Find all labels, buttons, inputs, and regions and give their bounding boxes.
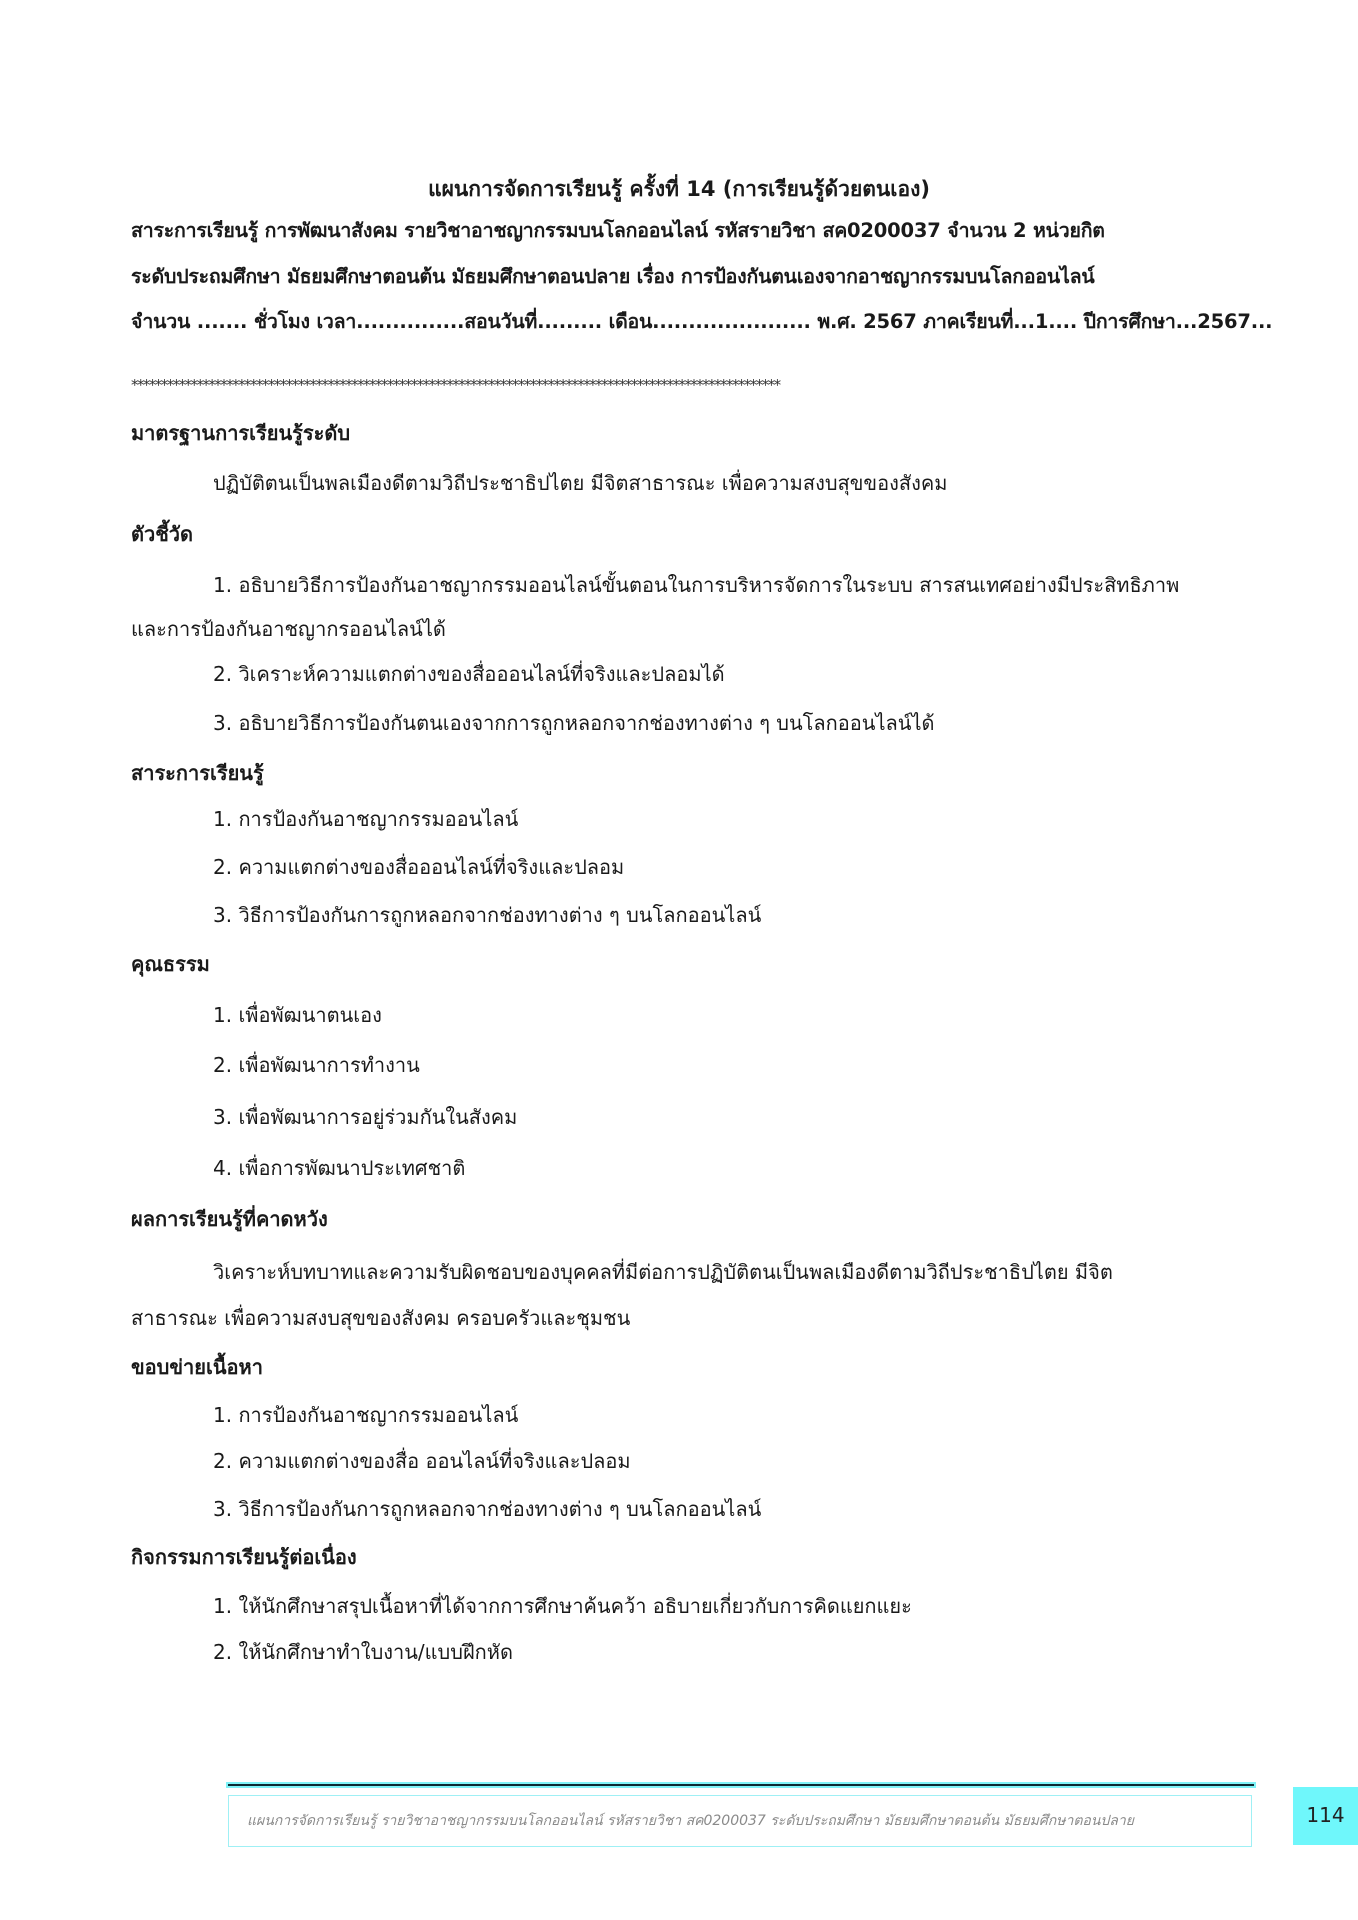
section-paragraph-outcomes: วิเคราะห์บทบาทและความรับผิดชอบของบุคคลที่มีต่อการปฏิบัติตนเป็นพลเมืองดีตามวิถีประชาธิปไตย มีจิต: [213, 1260, 1113, 1284]
separator-line: *************************************************************************************************************: [131, 376, 780, 394]
list-item: 2. เพื่อพัฒนาการทำงาน: [213, 1053, 420, 1077]
list-item: 1. เพื่อพัฒนาตนเอง: [213, 1003, 382, 1027]
list-item: 2. ความแตกต่างของสื่อออนไลน์ที่จริงและปลอม: [213, 855, 625, 879]
page-number: 114: [1306, 1803, 1345, 1827]
header-line-subject: สาระการเรียนรู้ การพัฒนาสังคม รายวิชาอาชญากรรมบนโลกออนไลน์ รหัสรายวิชา สค0200037 จำนวน 2 หน่วยกิต: [131, 219, 1105, 242]
section-heading-content: สาระการเรียนรู้: [131, 761, 264, 785]
list-item: 2. วิเคราะห์ความแตกต่างของสื่อออนไลน์ที่จริงและปลอมได้: [213, 662, 725, 686]
list-item: 2. ความแตกต่างของสื่อ ออนไลน์ที่จริงและปลอม: [213, 1449, 631, 1473]
section-heading-expected-outcomes: ผลการเรียนรู้ที่คาดหวัง: [131, 1207, 328, 1231]
section-heading-activities: กิจกรรมการเรียนรู้ต่อเนื่อง: [131, 1545, 357, 1569]
list-item-continuation: และการป้องกันอาชญากรออนไลน์ได้: [131, 617, 446, 641]
list-item: 1. อธิบายวิธีการป้องกันอาชญากรรมออนไลน์ขั้นตอนในการบริหารจัดการในระบบ สารสนเทศอย่างมีประสิทธิภาพ: [213, 573, 1180, 597]
section-paragraph-standard: ปฏิบัติตนเป็นพลเมืองดีตามวิถีประชาธิปไตย มีจิตสาธารณะ เพื่อความสงบสุขของสังคม: [213, 471, 948, 495]
list-item: 1. การป้องกันอาชญากรรมออนไลน์: [213, 1403, 519, 1427]
list-item: 1. การป้องกันอาชญากรรมออนไลน์: [213, 807, 519, 831]
section-heading-scope: ขอบข่ายเนื้อหา: [131, 1355, 263, 1379]
section-paragraph-outcomes-continuation: สาธารณะ เพื่อความสงบสุขของสังคม ครอบครัวและชุมชน: [131, 1306, 631, 1330]
list-item: 3. เพื่อพัฒนาการอยู่ร่วมกันในสังคม: [213, 1105, 518, 1129]
list-item: 3. วิธีการป้องกันการถูกหลอกจากช่องทางต่าง ๆ บนโลกออนไลน์: [213, 1497, 762, 1521]
list-item: 1. ให้นักศึกษาสรุปเนื้อหาที่ได้จากการศึกษาค้นคว้า อธิบายเกี่ยวกับการคิดแยกแยะ: [213, 1594, 912, 1618]
section-heading-ethics: คุณธรรม: [131, 952, 210, 976]
header-line-level-topic: ระดับประถมศึกษา มัธยมศึกษาตอนต้น มัธยมศึกษาตอนปลาย เรื่อง การป้องกันตนเองจากอาชญากรรมบนโลกออนไลน์: [131, 265, 1095, 288]
section-heading-indicators: ตัวชี้วัด: [131, 522, 194, 546]
footer-text: แผนการจัดการเรียนรู้ รายวิชาอาชญากรรมบนโลกออนไลน์ รหัสรายวิชา สค0200037 ระดับประถมศึกษา มัธยมศึกษาตอนต้น มัธยมศึกษาตอนปลาย: [247, 1813, 1134, 1829]
footer-banner: [228, 1795, 1252, 1847]
page-title: แผนการจัดการเรียนรู้ ครั้งที่ 14 (การเรียนรู้ด้วยตนเอง): [428, 177, 930, 201]
list-item: 4. เพื่อการพัฒนาประเทศชาติ: [213, 1156, 466, 1180]
list-item: 3. วิธีการป้องกันการถูกหลอกจากช่องทางต่าง ๆ บนโลกออนไลน์: [213, 903, 762, 927]
list-item: 3. อธิบายวิธีการป้องกันตนเองจากการถูกหลอกจากช่องทางต่าง ๆ บนโลกออนไลน์ได้: [213, 711, 935, 735]
footer-divider: [228, 1784, 1254, 1786]
section-heading-standard: มาตรฐานการเรียนรู้ระดับ: [131, 421, 351, 445]
list-item: 2. ให้นักศึกษาทำใบงาน/แบบฝึกหัด: [213, 1640, 513, 1664]
page-number-badge: [1293, 1787, 1358, 1845]
header-line-schedule: จำนวน ....... ชั่วโมง เวลา...............สอนวันที่......... เดือน...................... พ.ศ. 2567 ภาคเรียนที่...1.... ปีการศึกษา...2567...: [131, 310, 1273, 333]
